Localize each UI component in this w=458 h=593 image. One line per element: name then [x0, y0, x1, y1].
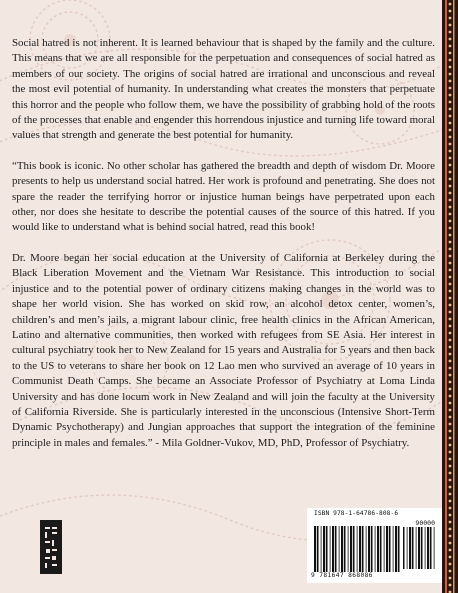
- author-bio-paragraph: Dr. Moore began her social education at the University of California at Berkeley during the Black Liberation Movement and the Vietnam War Resistance. This introduction to social injustice and to the potential power of ordinary citizens making changes in the world was to shape her world vision. She has worked on skid row, an alcohol detox center, women’s, children’s and men’s jails, a migrant labour clinic, free health clinics in the African American, Latino and alternative communities, then worked with refugees from SE Asia. Her interest in cultural psychiatry took her to New Zealand for 15 years and Australia for 5 years and then back to the US to veterans to share her book on 12 Lao men who survived an average of 10 years in Communist Death Camps. She became an Associate Professor of Psychiatry at Loma Linda University and has done locum work in New Zealand and will join the faculty at the University of California Riverside. She is particularly interested in the unconscious (Intensive Short-Term Dynamic Psychotherapy) and Jungian approaches that support the integration of the feminine principle in males and females.” - Mila Goldner-Vukov, MD, PhD, Professor of Psychiatry.: [12, 251, 435, 449]
- back-cover-text: [12, 36, 435, 466]
- ean-barcode: [314, 526, 400, 572]
- description-paragraph: Social hatred is not inherent. It is learned behaviour that is shaped by the family and the culture. This means that we are all responsible for the perpetuation and consequences of social hatred as members of our society. The origins of social hatred are irrational and unconscious and reveal the most evil potential of humanity. In understanding what creates the monsters that perpetuate this horror and the people who follow them, we have the possibility of grabbing hold of the roots of the processes that enable and engender this horrendous injustice and turning life toward moral values that strength and generate the best potential for humanity.: [12, 37, 435, 142]
- review-quote-paragraph: “This book is iconic. No other scholar has gathered the breadth and depth of wisdom Dr. Moore presents to help us understand social hatred. Her work is profound and penetrating. She does not spare the reader the terrifying horror or injustice human beings have perpetrated upon each other, nor does she hesitate to describe the potential causes of the source of this hatred. If you would like to understand what is behind social hatred, read this book!: [12, 159, 435, 234]
- addon-barcode: [403, 527, 435, 569]
- price-code: 90000: [415, 519, 435, 527]
- barcode-box: [307, 508, 442, 583]
- barcode-digits: 9 781647 868086: [311, 572, 373, 579]
- decorative-border: [442, 0, 458, 593]
- isbn-label: ISBN 978-1-64786-808-6: [314, 510, 399, 517]
- publisher-logo: [40, 520, 62, 574]
